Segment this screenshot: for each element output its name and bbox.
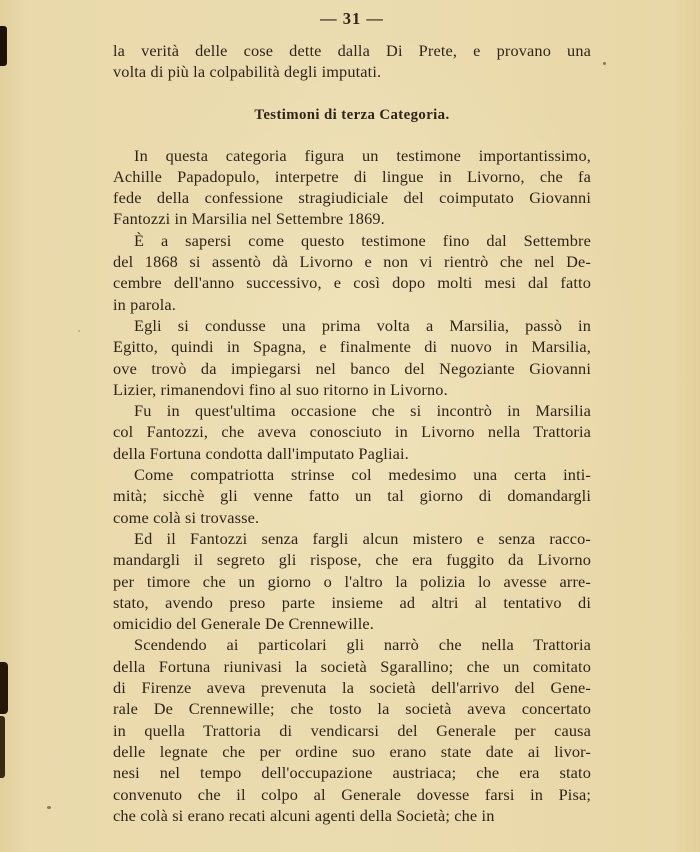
text-line: È a sapersi come questo testimone fino dal Settembre bbox=[134, 230, 591, 250]
scan-edge-artifact-bottom-1 bbox=[0, 662, 8, 714]
section-heading: Testimoni di terza Categoria. bbox=[254, 106, 450, 123]
text-line: mità; sicchè gli venne fatto un tal giorno di domandargli bbox=[113, 486, 591, 506]
text-line: Fantozzi in Marsilia nel Settembre 1869. bbox=[113, 209, 385, 229]
text-line: del 1868 si assentò dà Livorno e non vi rientrò che nel De- bbox=[113, 252, 591, 272]
text-line: Egli si condusse una prima volta a Marsilia, passò in bbox=[134, 315, 591, 335]
text-line: Achille Papadopulo, interpetre di lingue in Livorno, che fa bbox=[113, 166, 591, 186]
text-line: fede della confessione stragiudiciale del coimputato Giovanni bbox=[113, 188, 591, 208]
text-line: In questa categoria figura un testimone importantissimo, bbox=[134, 145, 591, 165]
text-line: la verità delle cose dette dalla Di Prete, e provano una bbox=[113, 41, 591, 60]
text-line: Ed il Fantozzi senza fargli alcun mistero e senza racco- bbox=[134, 528, 591, 548]
paragraph bbox=[113, 400, 591, 464]
text-line: in parola. bbox=[113, 294, 176, 314]
text-line: Fu in quest'ultima occasione che si incontrò in Marsilia bbox=[134, 401, 591, 421]
text-line: Scendendo ai particolari gli narrò che nella Trattoria bbox=[134, 635, 591, 655]
text-line: di Firenze aveva prevenuta la società dell'arrivo del Gene- bbox=[113, 678, 591, 698]
text-line: omicidio del Generale De Crennewille. bbox=[113, 614, 374, 634]
text-line: mandargli il segreto gli rispose, che era fuggito da Livorno bbox=[113, 550, 591, 570]
scan-edge-artifact-bottom-2 bbox=[0, 716, 5, 778]
text-block bbox=[113, 40, 591, 826]
text-line: della Fortuna riunivasi la società Sgarallino; che un comitato bbox=[113, 656, 591, 676]
scan-speck bbox=[603, 62, 606, 65]
paragraph bbox=[113, 634, 591, 826]
text-line: come colà si trovasse. bbox=[113, 507, 260, 527]
text-line: ove trovò da impiegarsi nel banco del Negoziante Giovanni bbox=[113, 358, 591, 378]
text-line: per timore che un giorno o l'altro la polizia lo avesse arre- bbox=[113, 571, 591, 591]
text-line: della Fortuna condotta dall'imputato Pagliai. bbox=[113, 443, 409, 463]
scan-speck bbox=[78, 330, 80, 332]
paragraph bbox=[113, 40, 591, 83]
text-line: col Fantozzi, che aveva conosciuto in Livorno nella Trattoria bbox=[113, 422, 591, 442]
text-line: che colà si erano recati alcuni agenti della Società; che in bbox=[113, 805, 495, 825]
paragraph bbox=[113, 230, 591, 315]
text-line: Come compatriotta strinse col medesimo una certa inti- bbox=[134, 465, 591, 485]
text-line: stato, avendo preso parte insieme ad altri al tentativo di bbox=[113, 592, 591, 612]
paragraph bbox=[113, 464, 591, 528]
text-line: rale De Crennewille; che tosto la società aveva concertato bbox=[113, 699, 591, 719]
scan-edge-artifact-top bbox=[0, 26, 7, 66]
paragraph bbox=[113, 528, 591, 634]
scan-speck bbox=[47, 806, 51, 809]
text-line: volta di più la colpabilità degli imputati. bbox=[113, 62, 382, 82]
page-number: — 31 — bbox=[320, 9, 384, 28]
paragraph bbox=[113, 145, 591, 230]
text-line: Egitto, quindi in Spagna, e finalmente di nuovo in Marsilia, bbox=[113, 337, 591, 357]
text-line: Lizier, rimanendovi fino al suo ritorno in Livorno. bbox=[113, 379, 448, 399]
text-line: convenuto che il colpo al Generale dovesse farsi in Pisa; bbox=[113, 784, 591, 804]
paragraph bbox=[113, 315, 591, 400]
text-line: delle legnate che per ordine suo erano state date ai livor- bbox=[113, 741, 591, 761]
text-line: nesi nel tempo dell'occupazione austriaca; che era stato bbox=[113, 763, 591, 783]
text-line: in quella Trattoria di vendicarsi del Generale per causa bbox=[113, 720, 591, 740]
text-line: cembre dell'anno successivo, e così dopo molti mesi dal fatto bbox=[113, 273, 591, 293]
